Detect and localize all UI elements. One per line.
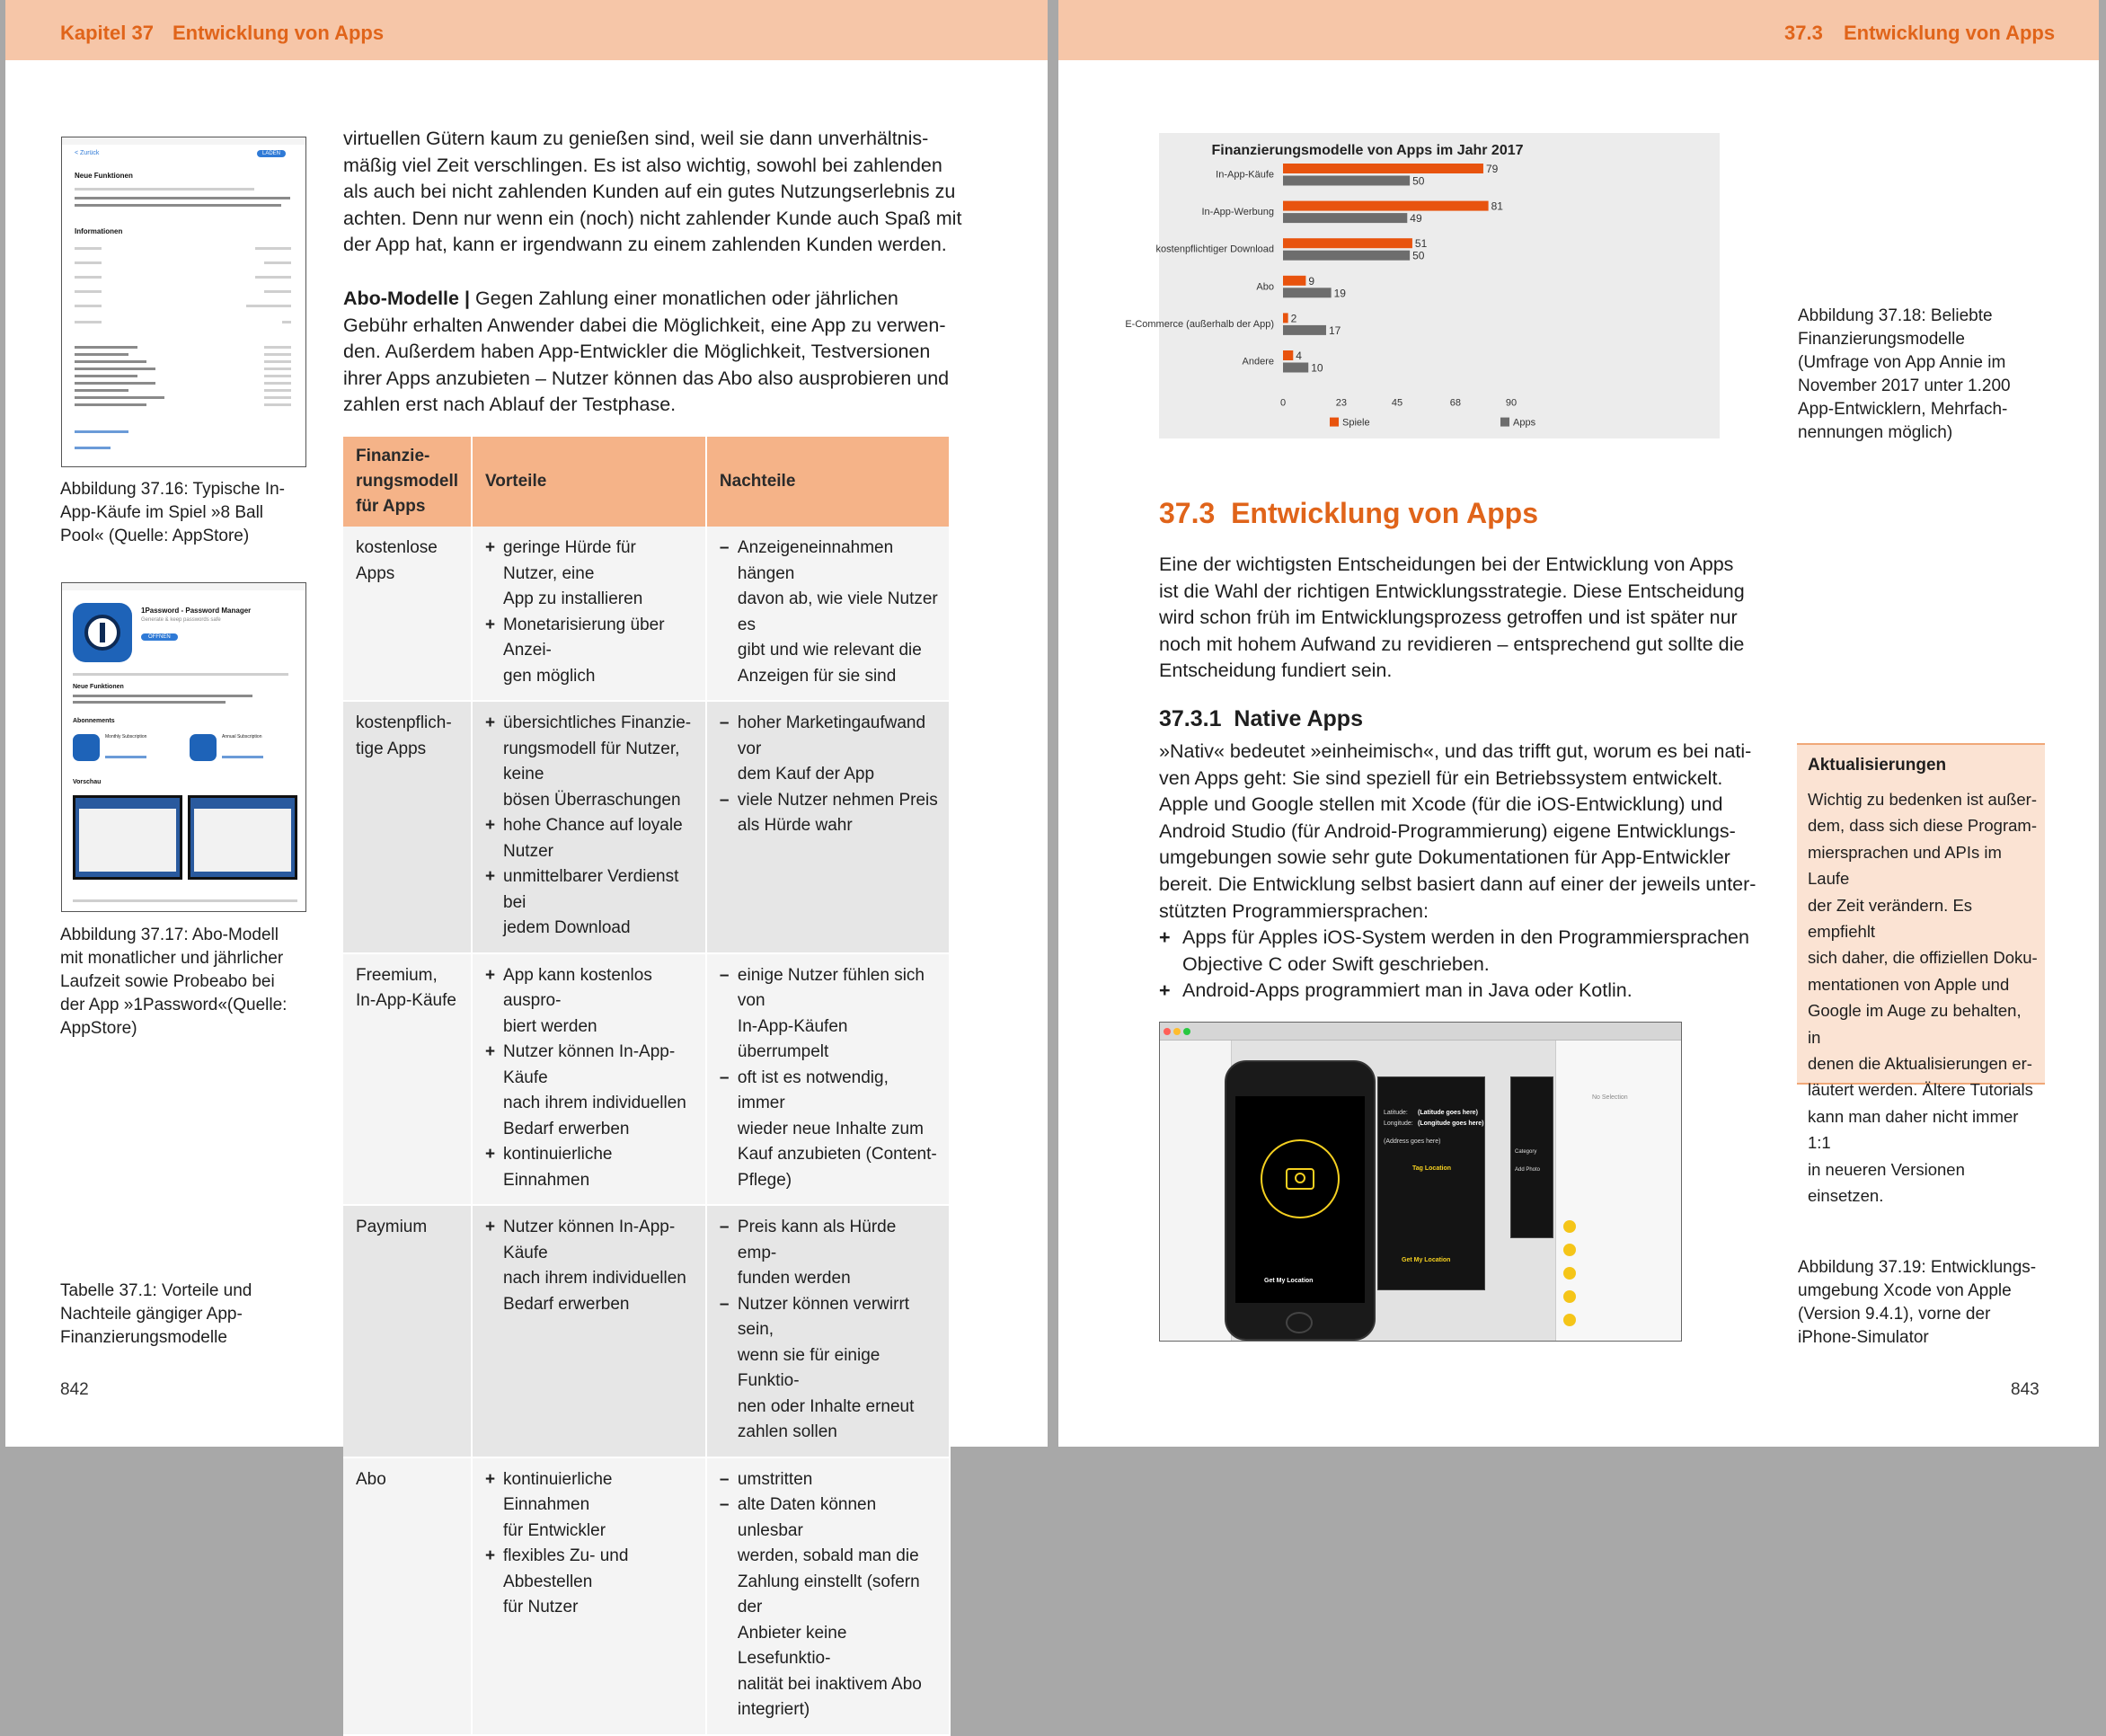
bar-value-label: 51 xyxy=(1414,237,1428,251)
1password-app-icon xyxy=(73,603,132,662)
pro-item: + übersichtliches Finanzie- rungsmodell für Nutzer, keine bösen Überraschungen xyxy=(485,711,695,813)
bar-spiele xyxy=(1283,276,1305,286)
plus-icon: + xyxy=(485,965,496,985)
project-navigator xyxy=(1160,1041,1232,1341)
page-header xyxy=(5,0,1048,60)
pros-cell xyxy=(472,1457,706,1735)
x-tick-label: 90 xyxy=(1505,397,1518,409)
bar-chart-svg xyxy=(1125,133,1720,438)
chapter-title: Entwicklung von Apps xyxy=(173,22,385,44)
intro-paragraph: virtuellen Gütern kaum zu genießen sind, weil sie dann unverhältnis- mäßig viel Zeit verschlingen. Es ist also wichtig, sowohl bei zahlenden als auch bei nicht zahlenden Kunden auf ein gutes Nutzungserlebnis zu achten. Denn nur wenn ein (noch) nicht zahlender Kunde auch Spaß mit der App hat, kann er irgendwann zu einem zahlenden Kunden werden. xyxy=(343,128,962,256)
storyboard-scene-2: Category Add Photo xyxy=(1510,1076,1553,1238)
con-item: – umstritten xyxy=(720,1467,938,1493)
table-header-cell: Nachteile xyxy=(706,437,950,527)
minus-icon: – xyxy=(719,965,730,985)
plus-icon: + xyxy=(485,615,496,634)
model-cell: Paymium xyxy=(343,1205,472,1457)
category-label: E-Commerce (außerhalb der App) xyxy=(1125,318,1274,330)
figure-19-caption: Abbildung 37.19: Entwicklungs- umgebung Xcode von Apple (Version 9.4.1), vorne der iPhone-Simulator xyxy=(1798,1258,2037,1347)
minus-icon: – xyxy=(719,1495,730,1514)
bar-value-label: 49 xyxy=(1410,212,1422,226)
section-number-label: 37.3 xyxy=(1784,22,1823,44)
pro-item: + Monetarisierung über Anzei- gen möglich xyxy=(485,613,695,690)
minus-icon: – xyxy=(719,1218,730,1236)
minus-icon: – xyxy=(719,790,730,810)
category-label: kostenpflichtiger Download xyxy=(1155,244,1274,255)
table-header-cell: Vorteile xyxy=(472,437,706,527)
plus-icon: + xyxy=(485,1546,496,1565)
bar-apps xyxy=(1283,213,1407,223)
info-heading: Informationen xyxy=(75,227,123,235)
figure-18-caption: Abbildung 37.18: Beliebte Finanzierungsmodelle (Umfrage von App Annie im November 2017 unter 1.200 App-Entwicklern, Mehrfach- nennungen möglich) xyxy=(1798,306,2011,442)
bar-value-label: 79 xyxy=(1485,163,1499,175)
xcode-screenshot xyxy=(1159,1022,1682,1342)
appstore-1password-screenshot: 1Password - Password Manager Generate & keep passwords safe ÖFFNEN Neue Funktionen Abonnements Monthly Subscription Annual Subscription Vorschau xyxy=(61,582,306,912)
camera-target-icon xyxy=(1261,1139,1340,1218)
table-row xyxy=(343,1205,950,1457)
model-cell: Freemium, In-App-Käufe xyxy=(343,953,472,1206)
financing-models-table xyxy=(343,437,951,1736)
language-bullet-list xyxy=(1159,925,1749,1005)
con-item: – oft ist es notwendig, immer wieder neue Inhalte zum Kauf anzubieten (Content- Pflege) xyxy=(720,1066,938,1194)
pro-item: + kontinuierliche Einnahmen xyxy=(485,1142,695,1193)
bar-value-label: 9 xyxy=(1308,274,1315,288)
legend-label: Apps xyxy=(1513,417,1536,429)
abo-paragraph: Abo-Modelle | Gegen Zahlung einer monatlichen oder jährlichen Gebühr erhalten Anwender dabei die Möglichkeit, eine App zu verwen- den. Außerdem haben App-Entwickler die Möglichkeit, Testversionen ihrer Apps anzubieten – Nutzer können das Abo also ausprobieren und zahlen erst nach Ablauf der Testphase. xyxy=(343,288,950,416)
plus-icon: + xyxy=(1159,979,1171,1002)
bar-apps xyxy=(1283,176,1410,186)
native-apps-paragraph: »Nativ« bedeutet »einheimisch«, und das trifft gut, worum es bei nati- ven Apps geht: Sie sind speziell für ein Betriebssystem entwickelt. Apple und Google stellen mit Xcode (für die iOS-Entwicklung) und Android Studio (für Android-Programmierung) eigene Entwicklungs- umgebungen sowie sehr gute Dokumentationen für App-Entwickler bereit. Die Entwicklung selbst basiert dann auf einer der jeweils unter- stützten Programmiersprachen: xyxy=(1159,740,1756,922)
pros-cell xyxy=(472,1205,706,1457)
preview-image-2 xyxy=(188,795,297,880)
app-subtitle: Generate & keep passwords safe xyxy=(141,617,221,623)
legend-label: Spiele xyxy=(1342,417,1370,429)
financing-chart xyxy=(1125,133,1720,438)
table-header-cell: Finanzie- rungsmodell für Apps xyxy=(343,437,472,527)
pro-item: + hohe Chance auf loyale Nutzer xyxy=(485,813,695,864)
con-item: – viele Nutzer nehmen Preis als Hürde wahr xyxy=(720,788,938,839)
bar-apps xyxy=(1283,288,1332,297)
appstore-8ball-screenshot xyxy=(61,137,306,467)
cons-cell xyxy=(706,1457,950,1735)
table-row xyxy=(343,701,950,953)
table-caption: Tabelle 37.1: Vorteile und Nachteile gängiger App- Finanzierungsmodelle xyxy=(60,1281,252,1347)
bar-value-label: 2 xyxy=(1290,312,1297,325)
category-label: Andere xyxy=(1242,356,1274,368)
minus-icon: – xyxy=(719,1294,730,1314)
inspector-panel: No Selection xyxy=(1555,1041,1681,1341)
x-tick-label: 23 xyxy=(1335,397,1348,409)
con-item: – alte Daten können unlesbar werden, sobald man die Zahlung einstellt (sofern der Anbieter keine Lesefunktio- nalität bei inaktivem Abo integriert) xyxy=(720,1492,938,1723)
get-button: LADEN xyxy=(257,150,286,157)
cons-cell xyxy=(706,527,950,701)
bar-apps xyxy=(1283,363,1308,373)
iphone-simulator: Get My Location xyxy=(1225,1060,1376,1341)
app-name: 1Password - Password Manager xyxy=(141,607,252,615)
bar-spiele xyxy=(1283,238,1412,248)
bar-value-label: 4 xyxy=(1296,350,1302,362)
legend-swatch xyxy=(1500,418,1509,427)
infobox-title: Aktualisierungen xyxy=(1808,756,1947,775)
plus-icon: + xyxy=(485,1469,496,1489)
bar-spiele xyxy=(1283,313,1288,323)
preview-heading: Vorschau xyxy=(73,779,102,785)
con-item: – einige Nutzer fühlen sich von In-App-Käufen überrumpelt xyxy=(720,963,938,1066)
con-item: – Anzeigeneinnahmen hängen davon ab, wie viele Nutzer es gibt und wie relevant die Anzeigen für sie sind xyxy=(720,536,938,689)
bar-value-label: 81 xyxy=(1491,199,1503,213)
plus-icon: + xyxy=(485,1218,496,1236)
annual-sub-icon xyxy=(190,734,217,761)
pros-cell xyxy=(472,953,706,1206)
plus-icon: + xyxy=(485,1145,496,1164)
right-page xyxy=(1058,0,2099,1447)
section-title-label: Entwicklung von Apps xyxy=(1844,22,2056,44)
monthly-sub-icon xyxy=(73,734,100,761)
bar-spiele xyxy=(1283,350,1293,360)
table-row xyxy=(343,953,950,1206)
bar-value-label: 50 xyxy=(1412,249,1425,262)
pro-item: + unmittelbarer Verdienst bei jedem Download xyxy=(485,864,695,942)
pro-item: + App kann kostenlos auspro- biert werden xyxy=(485,963,695,1041)
minus-icon: – xyxy=(719,1469,730,1489)
category-label: Abo xyxy=(1256,281,1274,293)
plus-icon: + xyxy=(485,867,496,886)
page-header xyxy=(1058,0,2099,60)
plus-icon: + xyxy=(485,816,496,835)
plus-icon: + xyxy=(1159,926,1171,948)
list-item: + Android-Apps programmiert man in Java oder Kotlin. xyxy=(1159,978,1749,1005)
category-label: In-App-Werbung xyxy=(1201,207,1274,218)
plus-icon: + xyxy=(485,713,496,732)
pro-item: + Nutzer können In-App-Käufe nach ihrem individuellen Bedarf erwerben xyxy=(485,1215,695,1317)
category-label: In-App-Käufe xyxy=(1216,169,1274,181)
section-intro-paragraph: Eine der wichtigsten Entscheidungen bei der Entwicklung von Apps ist die Wahl der richtigen Entwicklungsstrategie. Diese Entscheidung wird schon früh im Entwicklungsprozess getroffen und ist später nur noch mit hohem Aufwand zu revidieren – entsprechend gut sollte die Entscheidung fundiert sein. xyxy=(1159,554,1745,682)
abo-heading: Abo-Modelle | xyxy=(343,288,470,309)
minus-icon: – xyxy=(719,538,730,557)
bar-value-label: 50 xyxy=(1412,174,1425,188)
figure-16-caption: Abbildung 37.16: Typische In- App-Käufe im Spiel »8 Ball Pool« (Quelle: AppStore) xyxy=(60,480,285,545)
left-page xyxy=(5,0,1048,1719)
model-cell: Abo xyxy=(343,1457,472,1735)
preview-image-1 xyxy=(73,795,182,880)
new-features-heading: Neue Funktionen xyxy=(73,684,124,690)
section-heading: 37.3 Entwicklung von Apps xyxy=(1159,497,1538,529)
table-header-row xyxy=(343,437,950,527)
table-row xyxy=(343,1457,950,1735)
figure-17-caption: Abbildung 37.17: Abo-Modell mit monatlicher und jährlicher Laufzeit sowie Probeabo bei der App »1Password«(Quelle: AppStore) xyxy=(60,926,288,1038)
pro-item: + flexibles Zu- und Abbestellen für Nutzer xyxy=(485,1544,695,1621)
open-button: ÖFFNEN xyxy=(141,633,178,641)
subscriptions-heading: Abonnements xyxy=(73,718,115,724)
table-row xyxy=(343,527,950,701)
cons-cell xyxy=(706,701,950,953)
x-tick-label: 45 xyxy=(1391,397,1403,409)
page-number: 843 xyxy=(2011,1380,2040,1399)
bar-value-label: 10 xyxy=(1311,361,1323,375)
cons-cell xyxy=(706,1205,950,1457)
pros-cell xyxy=(472,527,706,701)
infobox-body: Wichtig zu bedenken ist außer- dem, dass sich diese Program- miersprachen und APIs im Laufe der Zeit verändern. Es empfiehlt sich daher, die offiziellen Doku- mentationen von Apple und Google im Auge zu behalten, in denen die Aktualisierungen er- läutert werden. Ältere Tutorials kann man daher nicht immer 1:1 in neueren Versionen einsetzen. xyxy=(1808,790,2038,1206)
con-item: – Preis kann als Hürde emp- funden werden xyxy=(720,1215,938,1292)
back-link: < Zurück xyxy=(75,150,100,156)
pro-item: + Nutzer können In-App-Käufe nach ihrem individuellen Bedarf erwerben xyxy=(485,1040,695,1142)
cons-cell xyxy=(706,953,950,1206)
bar-spiele xyxy=(1283,164,1483,173)
bar-apps xyxy=(1283,251,1410,261)
chart-title: Finanzierungsmodelle von Apps im Jahr 2017 xyxy=(1211,143,1524,158)
list-item: + Apps für Apples iOS-System werden in den Programmiersprachen Objective C oder Swift geschrieben. xyxy=(1159,926,1749,975)
x-tick-label: 68 xyxy=(1449,397,1462,409)
page-number: 842 xyxy=(60,1380,89,1399)
updates-infobox xyxy=(1797,743,2045,1206)
bar-apps xyxy=(1283,325,1326,335)
minus-icon: – xyxy=(719,713,730,732)
model-cell: kostenlose Apps xyxy=(343,527,472,701)
minus-icon: – xyxy=(719,1067,730,1087)
subsection-heading: 37.3.1 Native Apps xyxy=(1159,706,1363,731)
bar-value-label: 17 xyxy=(1328,323,1341,337)
pro-item: + kontinuierliche Einnahmen für Entwickler xyxy=(485,1467,695,1545)
plus-icon: + xyxy=(485,1042,496,1061)
model-cell: kostenpflich- tige Apps xyxy=(343,701,472,953)
bar-value-label: 19 xyxy=(1333,287,1346,300)
plus-icon: + xyxy=(485,538,496,557)
con-item: – Nutzer können verwirrt sein, wenn sie für einige Funktio- nen oder Inhalte erneut zahlen sollen xyxy=(720,1292,938,1446)
new-features-heading: Neue Funktionen xyxy=(75,172,133,180)
pro-item: + geringe Hürde für Nutzer, eine App zu installieren xyxy=(485,536,695,613)
storyboard-scene: Latitude: (Latitude goes here) Longitude: (Longitude goes here) (Address goes here) Tag Location Get My Location xyxy=(1377,1076,1485,1290)
chapter-label: Kapitel 37 xyxy=(60,22,154,44)
con-item: – hoher Marketingaufwand vor dem Kauf der App xyxy=(720,711,938,788)
bar-spiele xyxy=(1283,201,1489,211)
x-tick-label: 0 xyxy=(1279,397,1287,409)
legend-swatch xyxy=(1330,418,1339,427)
pros-cell xyxy=(472,701,706,953)
